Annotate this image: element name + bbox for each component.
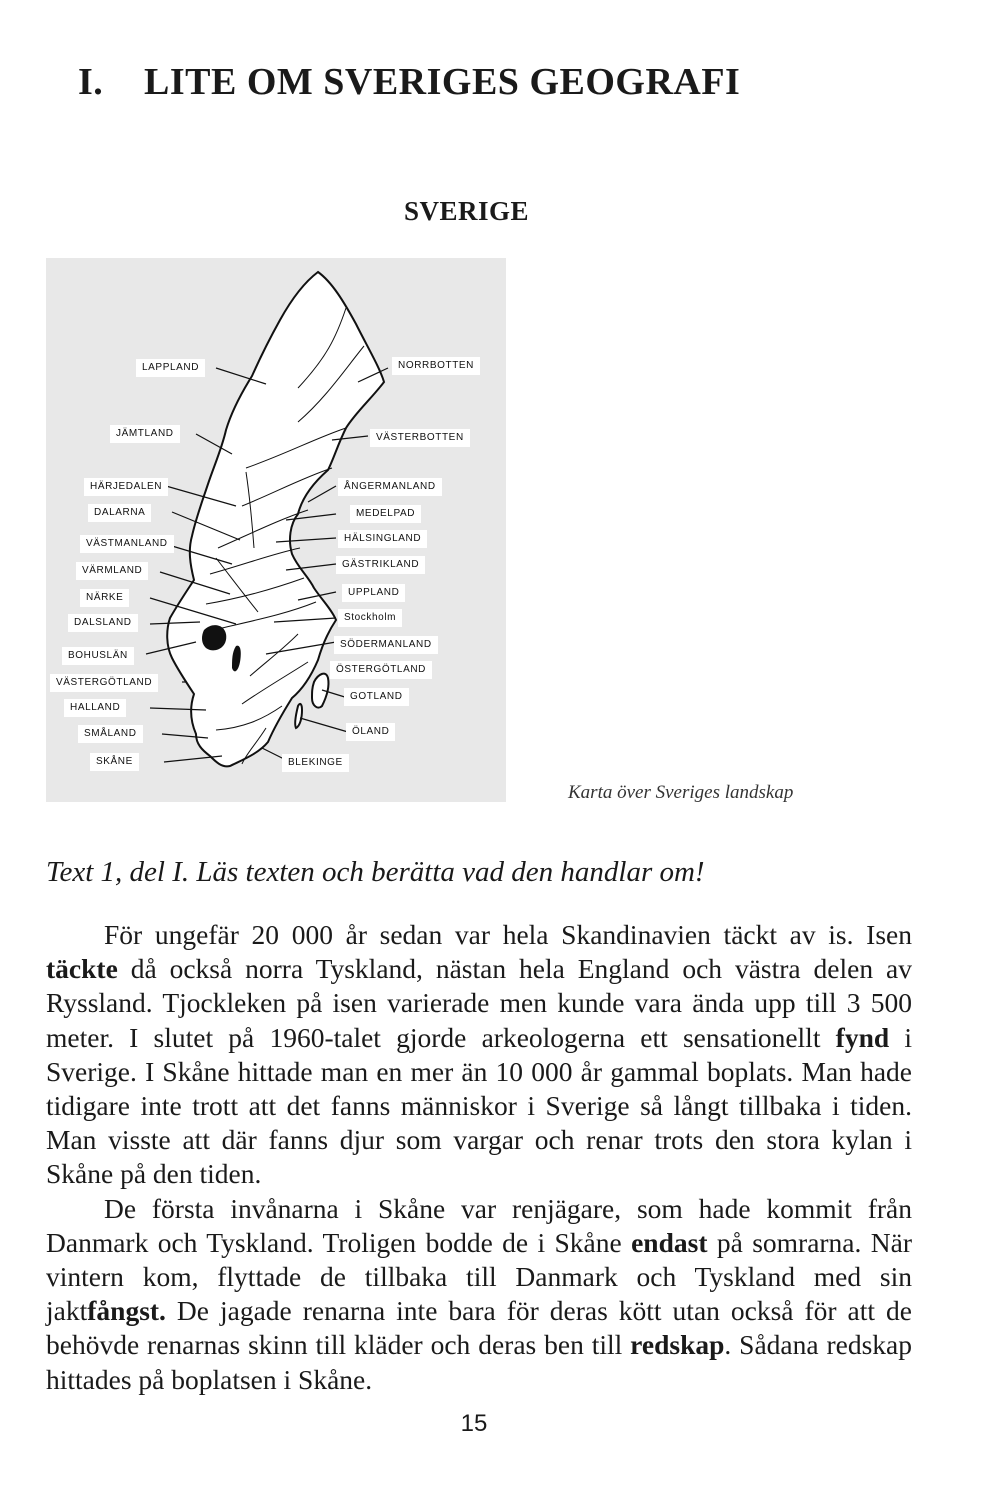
map-label-dalarna: DALARNA [88, 504, 151, 522]
bold-term-tackte: täckte [46, 953, 118, 985]
map-label-vastergotland: VÄSTERGÖTLAND [50, 674, 158, 692]
paragraph-1 [46, 918, 912, 1192]
map-label-stockholm: Stockholm [338, 609, 402, 627]
map-label-narke: NÄRKE [80, 589, 129, 607]
chapter-number: I. [78, 61, 104, 103]
paragraph-2-text-2: på somrarna. När vintern kom, flyttade de tillbaka till Danmark och Tyskland med sin jakt [46, 1226, 912, 1327]
bold-term-fynd: fynd [835, 1021, 890, 1053]
gotland-island [312, 674, 329, 708]
task-heading: Text 1, del I. Läs texten och berätta vad den handlar om! [46, 856, 705, 888]
paragraph-2-text-1: De första invånarna i Skåne var renjägare, som hade kommit från Danmark och Tyskland. Troligen bodde de i Skåne [46, 1192, 912, 1258]
map-label-uppland: UPPLAND [342, 584, 405, 602]
map-label-dalsland: DALSLAND [68, 614, 138, 632]
map-label-ostergotland: ÖSTERGÖTLAND [330, 661, 432, 679]
chapter-title-text: LITE OM SVERIGES GEOGRAFI [144, 61, 741, 103]
map-label-sodermanland: SÖDERMANLAND [334, 636, 438, 654]
paragraph-2 [46, 1192, 912, 1397]
bold-term-endast: endast [631, 1226, 708, 1258]
bold-term-fangst: fångst. [87, 1295, 166, 1327]
map-label-varmland: VÄRMLAND [76, 562, 148, 580]
map-label-jamtland: JÄMTLAND [110, 425, 180, 443]
map-label-angermanland: ÅNGERMANLAND [338, 478, 442, 496]
map-label-oland: ÖLAND [346, 723, 395, 741]
paragraph-1-text-2: då också norra Tyskland, nästan hela England och västra delen av Ryssland. Tjockleken på isen varierade men kunde vara ända upp till 3 500 meter. I slutet på 1960-talet gjorde arkeologerna ett sensationellt [46, 953, 912, 1053]
sweden-map-figure [46, 258, 506, 802]
page-number: 15 [460, 1410, 488, 1437]
sweden-map [46, 258, 506, 802]
chapter-title [78, 60, 740, 104]
map-label-skane: SKÅNE [90, 753, 139, 771]
map-label-blekinge: BLEKINGE [282, 754, 349, 772]
paragraph-1-text-1: För ungefär 20 000 år sedan var hela Skandinavien täckt av is. Isen [104, 919, 912, 950]
map-label-medelpad: MEDELPAD [350, 505, 421, 523]
map-label-gastrikland: GÄSTRIKLAND [336, 556, 425, 574]
map-label-bohuslan: BOHUSLÄN [62, 647, 134, 665]
paragraph-2-text-4: . Sådana redskap hittades på boplatsen i Skåne. [46, 1329, 913, 1395]
bold-term-redskap: redskap [630, 1329, 725, 1361]
map-label-vastmanland: VÄSTMANLAND [80, 535, 174, 553]
map-label-harjedalen: HÄRJEDALEN [84, 478, 168, 496]
paragraph-1-text-3: i Sverige. I Skåne hittade man en mer än 10 000 år gammal boplats. Man hade tidigare inte trott att det fanns människor i Sverige så långt tillbaka i tiden. Man visste att där fanns djur som vargar och renar trots den stora kylan i Skåne på den tiden. [46, 1021, 912, 1190]
map-label-smaland: SMÅLAND [78, 725, 143, 743]
map-label-lappland: LAPPLAND [136, 359, 205, 377]
oland-island [295, 704, 302, 728]
paragraph-2-text-3: De jagade renarna inte bara för deras kött utan också för att de behövde renarnas skinn till kläder och deras ben till [46, 1295, 912, 1361]
map-label-norrbotten: NORRBOTTEN [392, 357, 480, 375]
map-label-gotland: GOTLAND [344, 688, 409, 706]
map-caption: Karta över Sveriges landskap [568, 782, 794, 803]
map-label-halsingland: HÄLSINGLAND [338, 530, 427, 548]
map-label-halland: HALLAND [64, 699, 126, 717]
map-heading: SVERIGE [404, 196, 530, 226]
map-label-vasterbotten: VÄSTERBOTTEN [370, 429, 470, 447]
body-text [46, 918, 912, 1397]
